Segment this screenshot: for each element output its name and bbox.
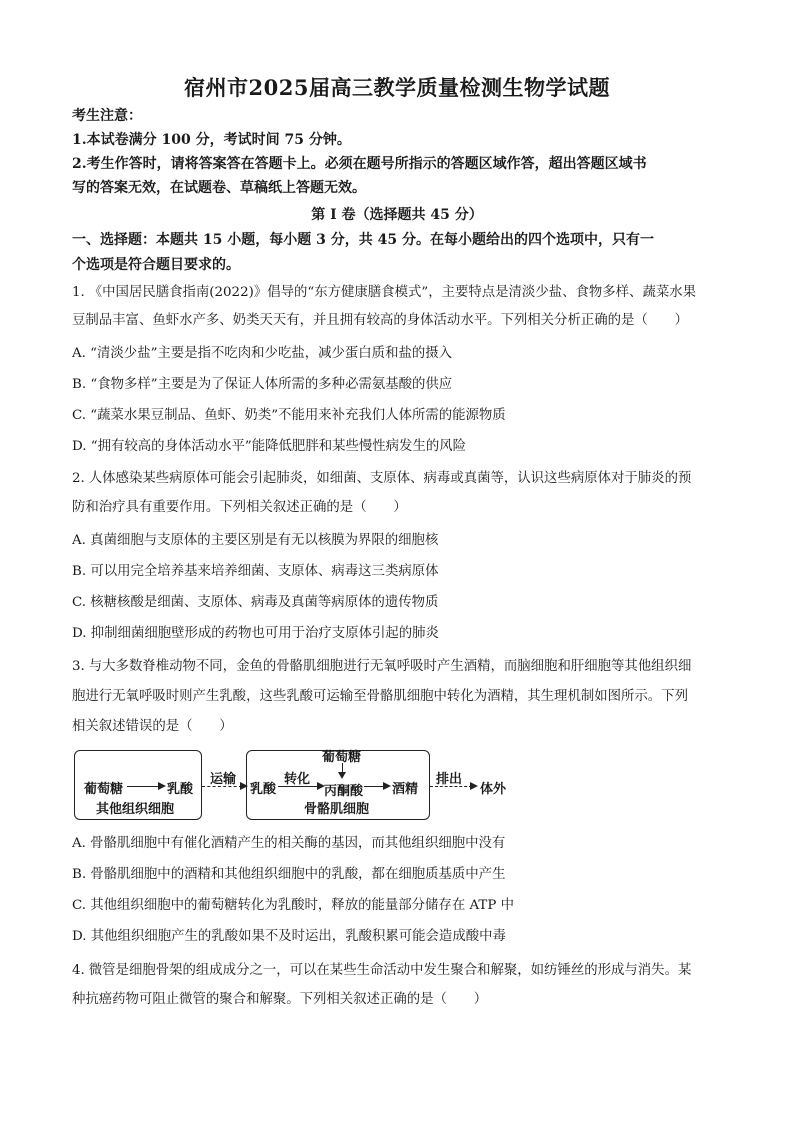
question-2-option-c: C. 核糖核酸是细菌、支原体、病毒及真菌等病原体的遗传物质 [72, 595, 439, 610]
question-4-stem-line-1 [72, 957, 732, 985]
arrow-transport [202, 786, 242, 787]
page-title: 宿州市2025届高三教学质量检测生物学试题 [184, 75, 610, 100]
question-number: 3. [72, 659, 85, 674]
muscle-cells-label: 骨骼肌细胞 [304, 802, 370, 817]
lactate-right-label: 乳酸 [250, 782, 277, 797]
question-2-option-a: A. 真菌细胞与支原体的主要区别是有无以核膜为界限的细胞核 [72, 533, 439, 548]
ethanol-label: 酒精 [392, 782, 419, 797]
question-4-stem-line-2: 种抗癌药物可阻止微管的聚合和解聚。下列相关叙述正确的是（ ） [72, 992, 488, 1007]
arrow-head-icon [158, 782, 166, 790]
question-1-stem-line-2: 豆制品丰富、鱼虾水产多、奶类天天有，并且拥有较高的身体活动水平。下列相关分析正确的是（ ） [72, 313, 688, 328]
arrow-head-icon [470, 782, 478, 790]
stem-text: 微管是细胞骨架的组成成分之一，可以在某些生命活动中发生聚合和解聚，如纺锤丝的形成与消失。某 [88, 963, 692, 978]
question-1-option-c: C. “蔬菜水果豆制品、鱼虾、奶类”不能用来补充我们人体所需的能源物质 [72, 408, 506, 423]
stem-text: 人体感染某些病原体可能会引起肺炎，如细菌、支原体、病毒或真菌等，认识这些病原体对于肺炎的预 [88, 471, 692, 486]
question-3-option-a: A. 骨骼肌细胞中有催化酒精产生的相关酶的基因，而其他组织细胞中没有 [72, 836, 506, 851]
question-1-stem-line-1 [72, 279, 732, 307]
question-3-stem-line-1 [72, 653, 732, 681]
convert-label: 转化 [284, 772, 311, 787]
arrow-head-icon [383, 782, 391, 790]
instructions-line-1: 一、选择题：本题共 15 小题，每小题 3 分，共 45 分。在每小题给出的四个选项中，只有一 [72, 232, 654, 248]
question-1-option-d: D. “拥有较高的身体活动水平”能降低肥胖和某些慢性病发生的风险 [72, 439, 467, 454]
notice-line-2b: 写的答案无效，在试题卷、草稿纸上答题无效。 [72, 180, 366, 196]
question-2-stem-line-2: 防和治疗具有重要作用。下列相关叙述正确的是（ ） [72, 500, 407, 515]
stem-text: 与大多数脊椎动物不同，金鱼的骨骼肌细胞进行无氧呼吸时产生酒精，而脑细胞和肝细胞等其他组织细 [88, 659, 692, 674]
notice-heading: 考生注意： [72, 108, 142, 124]
question-number: 1. [72, 285, 85, 300]
transport-label: 运输 [210, 772, 237, 787]
glucose-left-label: 葡萄糖 [84, 782, 124, 797]
question-3-option-c: C. 其他组织细胞中的葡萄糖转化为乳酸时，释放的能量部分储存在 ATP 中 [72, 898, 514, 913]
outside-label: 体外 [480, 782, 507, 797]
question-3-option-d: D. 其他组织细胞产生的乳酸如果不及时运出，乳酸积累可能会造成酸中毒 [72, 929, 506, 944]
question-1-option-b: B. “食物多样”主要是为了保证人体所需的多种必需氨基酸的供应 [72, 377, 453, 392]
arrow-glucose-lactate [127, 786, 159, 787]
metabolism-diagram [74, 746, 534, 826]
question-number: 2. [72, 471, 85, 486]
arrow-excrete [430, 786, 472, 787]
arrow-head-icon [338, 772, 346, 779]
notice-line-1: 1.本试卷满分 100 分，考试时间 75 分钟。 [72, 132, 351, 148]
arrow-pyruvate-ethanol [364, 786, 384, 787]
question-1-option-a: A. “清淡少盐”主要是指不吃肉和少吃盐，减少蛋白质和盐的摄入 [72, 346, 453, 361]
glucose-top-label: 葡萄糖 [322, 750, 362, 765]
notice-line-2a: 2.考生作答时，请将答案答在答题卡上。必须在题号所指示的答题区域作答，超出答题区域书 [72, 156, 647, 172]
question-number: 4. [72, 963, 85, 978]
pyruvate-label: 丙酮酸 [324, 784, 364, 799]
question-3-stem-line-3: 相关叙述错误的是（ ） [72, 719, 233, 734]
arrow-head-icon [240, 782, 248, 790]
question-2-option-b: B. 可以用完全培养基来培养细菌、支原体、病毒这三类病原体 [72, 564, 439, 579]
question-2-stem-line-1 [72, 465, 732, 493]
other-cells-label: 其他组织细胞 [96, 802, 175, 817]
question-3-stem-line-2: 胞进行无氧呼吸时则产生乳酸，这些乳酸可运输至骨骼肌细胞中转化为酒精，其生理机制如图所示。下列 [72, 689, 688, 704]
question-2-option-d: D. 抑制细菌细胞壁形成的药物也可用于治疗支原体引起的肺炎 [72, 626, 439, 641]
instructions [72, 228, 732, 278]
question-3-option-b: B. 骨骼肌细胞中的酒精和其他组织细胞中的乳酸，都在细胞质基质中产生 [72, 867, 506, 882]
section-header: 第 I 卷（选择题共 45 分） [311, 207, 483, 223]
lactate-left-label: 乳酸 [167, 782, 194, 797]
excrete-label: 排出 [436, 772, 463, 787]
stem-text: 《中国居民膳食指南(2022)》倡导的“东方健康膳食模式”，主要特点是清淡少盐、食物多样、蔬菜水果 [88, 285, 697, 300]
instructions-line-2: 个选项是符合题目要求的。 [72, 257, 240, 273]
arrow-lactate-pyruvate [278, 786, 318, 787]
